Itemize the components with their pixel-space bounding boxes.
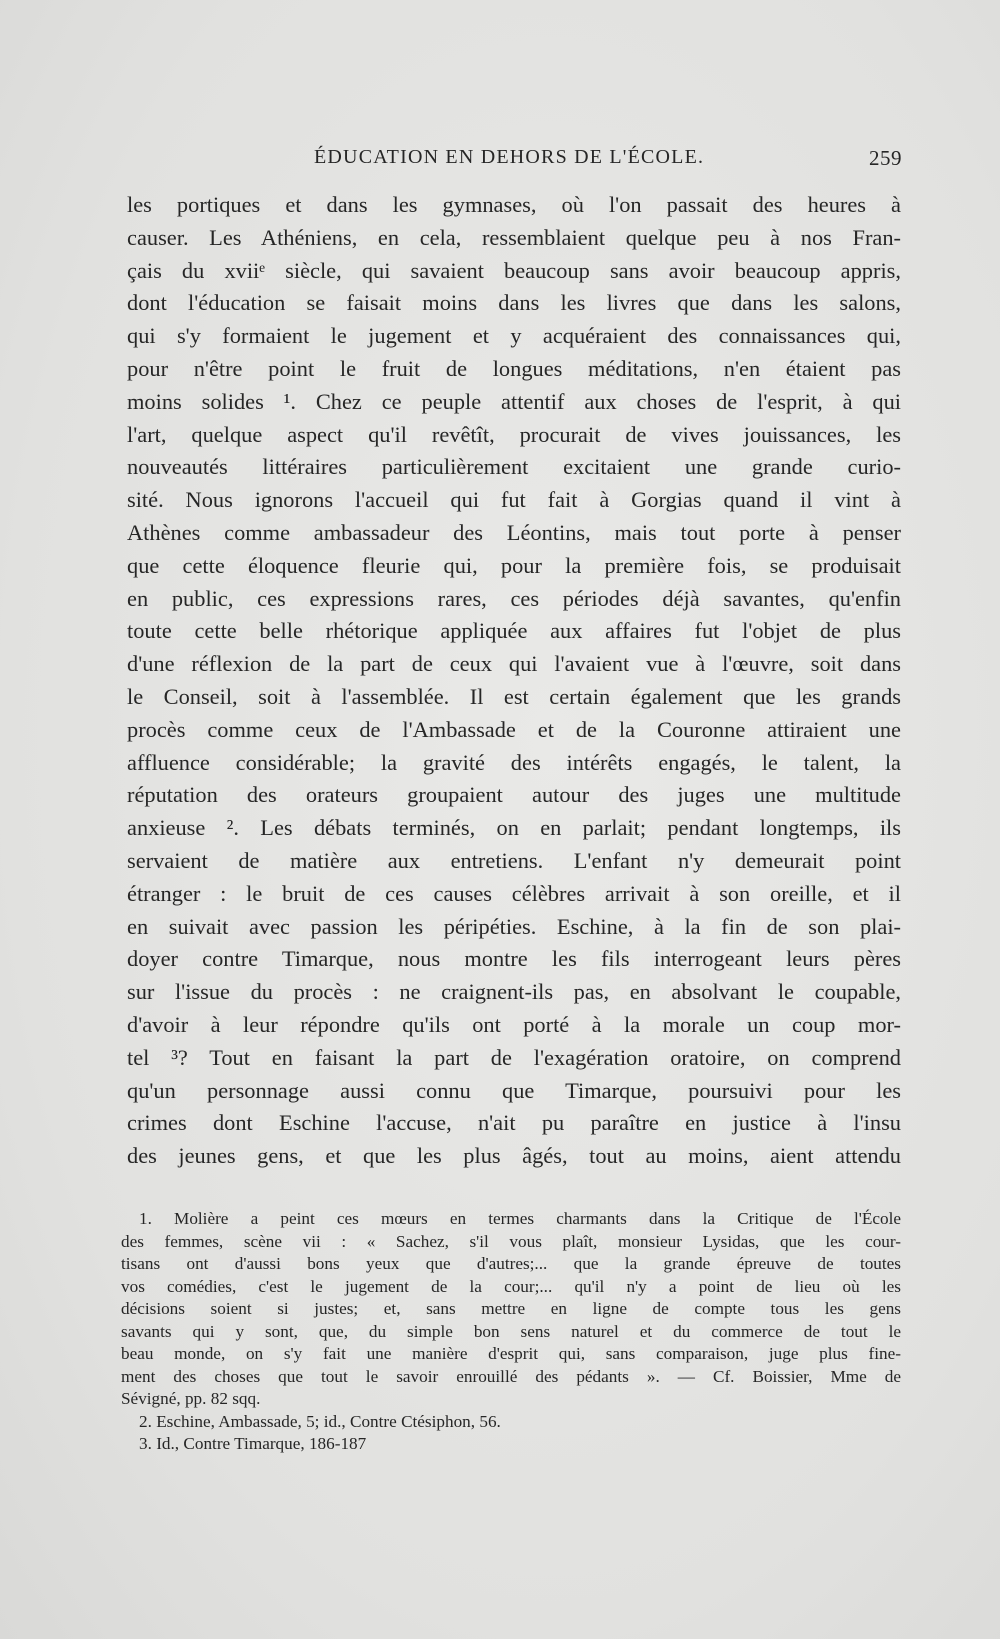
text-line: le Conseil, soit à l'assemblée. Il est certain également que les grands [127,683,901,709]
text-line: en public, ces expressions rares, ces périodes déjà savantes, qu'enfin [127,585,901,611]
text-line: tel ³? Tout en faisant la part de l'exagération oratoire, on comprend [127,1044,901,1070]
footnote-line: 1. Molière a peint ces mœurs en termes charmants dans la Critique de l'École [139,1209,901,1228]
text-line: qui s'y formaient le jugement et y acquéraient des connaissances qui, [127,323,901,349]
text-line: nouveautés littéraires particulièrement excitaient une grande curio- [127,454,901,480]
text-line: crimes dont Eschine l'accuse, n'ait pu paraître en justice à l'insu [127,1110,901,1136]
text-line: servaient de matière aux entretiens. L'enfant n'y demeurait point [127,847,901,873]
text-line: doyer contre Timarque, nous montre les fils interrogeant leurs pères [127,946,901,972]
footnote-line: 3. Id., Contre Timarque, 186-187 [139,1434,367,1453]
footnote-line: savants qui y sont, que, du simple bon sens naturel et du commerce de tout le [121,1321,901,1341]
text-line: çais du xviiᵉ siècle, qui savaient beaucoup sans avoir beaucoup appris, [127,257,901,283]
footnotes [121,1208,901,1456]
footnote-line: beau monde, on s'y fait une manière d'esprit qui, sans comparaison, juge plus fine- [121,1344,901,1363]
text-line: moins solides ¹. Chez ce peuple attentif aux choses de l'esprit, à qui [127,388,901,414]
footnote-line: vos comédies, c'est le jugement de la cour;... qu'il n'y a point de lieu où les [121,1276,901,1296]
text-line: d'avoir à leur répondre qu'ils ont porté à la morale un coup mor- [127,1011,901,1037]
text-line: réputation des orateurs groupaient autour des juges une multitude [127,782,901,808]
footnote-line: tisans ont d'aussi bons yeux que d'autres;... que la grande épreuve de toutes [121,1254,901,1273]
text-line: l'art, quelque aspect qu'il revêtît, procurait de vives jouissances, les [127,421,901,447]
text-line: affluence considérable; la gravité des intérêts engagés, le talent, la [127,749,901,775]
text-line: procès comme ceux de l'Ambassade et de la Couronne attiraient une [127,716,901,742]
text-line: anxieuse ². Les débats terminés, on en parlait; pendant longtemps, ils [127,815,901,841]
text-line: en suivait avec passion les péripéties. Eschine, à la fin de son plai- [127,913,901,939]
text-line: d'une réflexion de la part de ceux qui l'avaient vue à l'œuvre, soit dans [127,651,901,677]
text-line: que cette éloquence fleurie qui, pour la première fois, se produisait [127,552,901,578]
text-line: étranger : le bruit de ces causes célèbres arrivait à son oreille, et il [127,880,901,906]
page-number: 259 [869,146,902,170]
footnote-line: décisions soient si justes; et, sans mettre en ligne de compte tous les gens [121,1299,901,1318]
text-line: sur l'issue du procès : ne craignent-ils pas, en absolvant le coupable, [127,979,901,1005]
footnote-line: 2. Eschine, Ambassade, 5; id., Contre Ctésiphon, 56. [139,1411,501,1431]
footnote-line: Sévigné, pp. 82 sqq. [121,1389,261,1408]
text-line: pour n'être point le fruit de longues méditations, n'en étaient pas [127,355,901,381]
footnote-line: des femmes, scène vii : « Sachez, s'il vous plaît, monsieur Lysidas, que les cour- [121,1231,901,1251]
text-line: toute cette belle rhétorique appliquée aux affaires fut l'objet de plus [127,618,901,644]
text-line: qu'un personnage aussi connu que Timarque, poursuivi pour les [127,1077,901,1103]
text-line: sité. Nous ignorons l'accueil qui fut fait à Gorgias quand il vint à [127,487,901,513]
text-line: dont l'éducation se faisait moins dans les livres que dans les salons, [127,290,901,316]
running-head [126,146,902,176]
text-line: des jeunes gens, et que les plus âgés, tout au moins, aient attendu [127,1143,901,1169]
text-line: Athènes comme ambassadeur des Léontins, mais tout porte à penser [127,519,901,545]
footnote-line: ment des choses que tout le savoir enrouillé des pédants ». — Cf. Boissier, Mme de [121,1366,901,1386]
text-line: les portiques et dans les gymnases, où l'on passait des heures à [127,192,901,217]
text-line: causer. Les Athéniens, en cela, ressemblaient quelque peu à nos Fran- [127,224,901,250]
running-title: ÉDUCATION EN DEHORS DE L'ÉCOLE. [314,146,705,168]
body-text [127,189,901,1173]
